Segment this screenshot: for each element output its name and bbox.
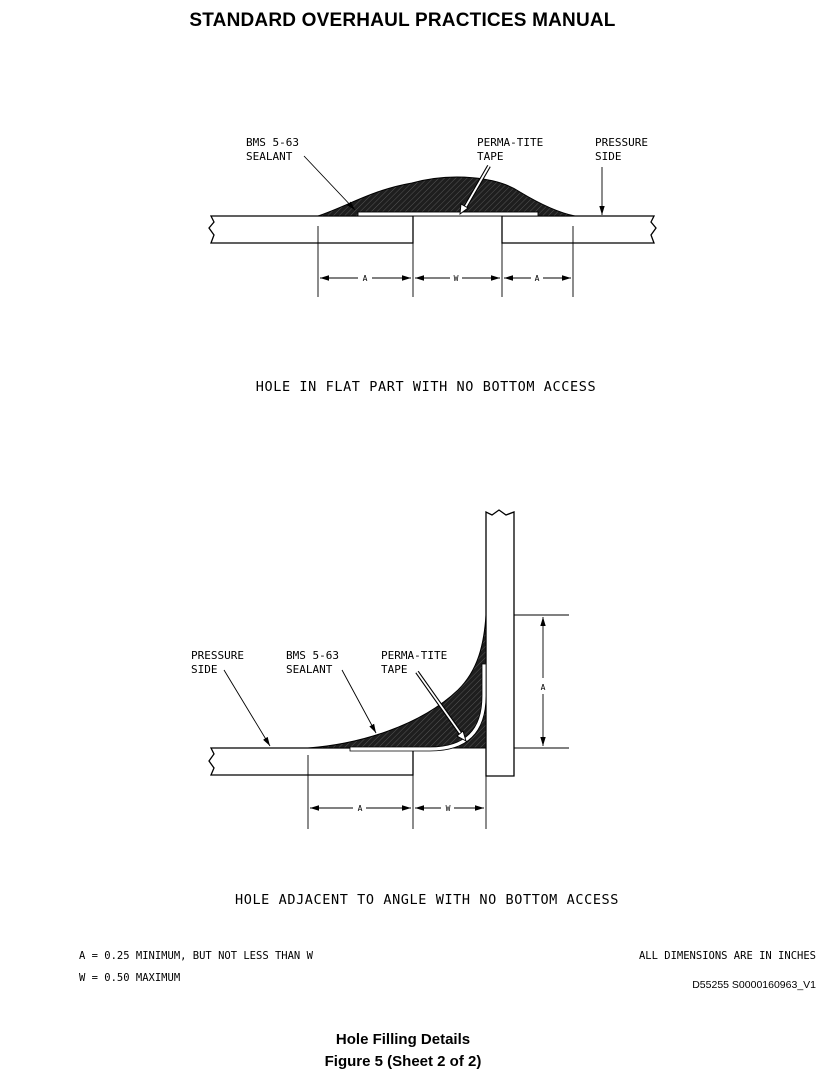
label-tape-line2: TAPE: [477, 150, 504, 163]
note-units: ALL DIMENSIONS ARE IN INCHES: [638, 950, 816, 962]
label-pressure-line1: PRESSURE: [595, 136, 648, 149]
note-dimension-a: A = 0.25 MINIMUM, BUT NOT LESS THAN W: [79, 950, 313, 962]
figure-title: Hole Filling Details: [335, 1031, 471, 1048]
sealant-fillet: [308, 615, 486, 748]
figure-angle-part: [191, 510, 619, 908]
dim-label-w: W: [445, 804, 451, 813]
dim-label-w: W: [453, 274, 459, 283]
perma-tite-tape: [358, 212, 538, 216]
plate-right: [502, 216, 656, 243]
leader-sealant: [342, 670, 376, 733]
label-sealant-line1: BMS 5-63: [246, 136, 299, 149]
drawing-id: D55255 S0000160963_V1: [692, 979, 816, 991]
figure-flat-part: [209, 136, 656, 395]
dim-label-a-horizontal: A: [357, 804, 363, 813]
dim-label-a: A: [534, 274, 540, 283]
label-sealant-line2: SEALANT: [246, 150, 293, 163]
label-pressure-line1: PRESSURE: [191, 649, 244, 662]
label-tape-line1: PERMA-TITE: [381, 649, 448, 662]
leader-sealant: [304, 156, 355, 210]
note-dimension-w: W = 0.50 MAXIMUM: [79, 972, 181, 984]
figure-caption-flat-part: HOLE IN FLAT PART WITH NO BOTTOM ACCESS: [255, 379, 597, 395]
label-tape-line2: TAPE: [381, 663, 408, 676]
angle-vertical: [486, 510, 514, 776]
leader-pressure: [224, 670, 270, 746]
figure-sheet: Figure 5 (Sheet 2 of 2): [324, 1053, 482, 1070]
page-header-title: STANDARD OVERHAUL PRACTICES MANUAL: [189, 10, 616, 31]
sealant-dome: [318, 177, 575, 216]
dim-label-a-vertical: A: [540, 683, 546, 692]
plate-left: [209, 216, 413, 243]
label-sealant-line2: SEALANT: [286, 663, 333, 676]
label-pressure-line2: SIDE: [191, 663, 218, 676]
label-sealant-line1: BMS 5-63: [286, 649, 339, 662]
label-tape-line1: PERMA-TITE: [477, 136, 544, 149]
dim-label-a: A: [362, 274, 368, 283]
label-pressure-line2: SIDE: [595, 150, 622, 163]
figure-caption-angle-part: HOLE ADJACENT TO ANGLE WITH NO BOTTOM ACCESS: [234, 892, 620, 908]
plate-horizontal: [209, 748, 413, 775]
